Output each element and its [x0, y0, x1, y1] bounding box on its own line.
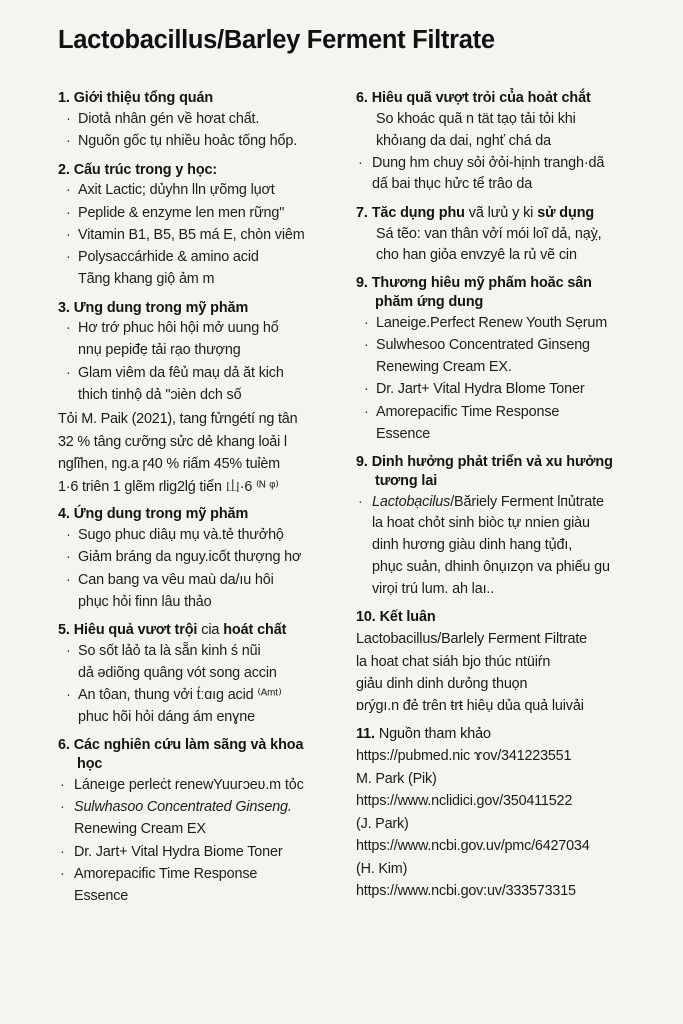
list-item — [58, 225, 342, 247]
section-number-r9a: 9. — [356, 275, 368, 292]
conclusion-line: la hoat chat siáh bjo thúc ntüiŕn — [356, 653, 551, 670]
list-item-text: Peplide & enzyme len men rững" — [78, 204, 285, 221]
section-r6-bullets — [356, 153, 663, 197]
list-item-continuation: Renewing Cream EX. — [376, 359, 512, 375]
section-title-5-regular: cia — [201, 622, 220, 639]
section-number-r7: 7. — [356, 204, 368, 221]
study-line: nglĩhen, ng.a ɼ40 % riấm 45% tuỉèm — [58, 456, 280, 473]
bullet-dot-icon: · — [66, 549, 71, 566]
section-number-2: 2. — [58, 161, 70, 178]
list-item-continuation: phục suản, dhinh ônụızọn va phiếu gu — [372, 559, 610, 576]
section-heading-5 — [58, 614, 342, 640]
list-item — [356, 379, 663, 401]
section-3-study-paragraph — [58, 408, 342, 498]
section-number-r6: 6. — [356, 90, 368, 106]
section-3-bullets — [58, 318, 342, 406]
bullet-dot-icon: · — [60, 776, 65, 793]
intro-line: So khoác quã n tät tạọ tải tỏi khi — [376, 110, 576, 127]
section-title-4: Ứng dung trong mỹ phăm — [73, 506, 249, 523]
reference-url[interactable]: https://www.ncbi.gov.uv/pmc/6427034 — [356, 838, 590, 855]
section-r10-paragraph — [356, 628, 663, 717]
list-item-continuation: nnụ pepiđẹ tải rạo thượng — [78, 342, 241, 359]
reference-author: (H. Kim) — [356, 860, 408, 877]
bullet-dot-icon: · — [66, 320, 71, 337]
section-title-r7-regular: vã lưủ y ki — [468, 204, 534, 221]
list-item — [58, 363, 342, 407]
left-column — [0, 82, 348, 908]
section-title-r9b: Dinh hưởng phảt triển vả xu hưởng — [371, 454, 613, 471]
bullet-dot-icon: · — [358, 493, 363, 510]
list-item-text: Dr. Jart+ Vital Hydra Blome Toner — [376, 381, 585, 398]
list-item-text: Axit Lactic; dủyhn lln ựõmg lụơt — [78, 182, 275, 199]
list-item-text: Hơ trớ phuc hôi hội mở uung hổ — [78, 320, 279, 337]
list-item — [58, 685, 342, 729]
section-heading-6 — [58, 729, 342, 773]
reference-url[interactable]: https://www.ncbi.gov:uv/333573315 — [356, 883, 576, 900]
list-item-text: Láneıge perleċt renewYuuᴦɔeʋ.m tỏc — [74, 776, 304, 793]
list-item-continuation: Tãng khang giộ ảm m — [78, 271, 215, 288]
intro-line: khỏıang da dai, nghť chá da — [376, 132, 551, 149]
list-item — [58, 547, 342, 569]
list-item-text: Dung hm chuy sỏi ởỏi-hịnh trangh·dã — [372, 154, 605, 171]
study-line: 1·6 triên 1 glẽm rlig2lǵ tiển ⼭·6 ⁽ᴺ ᵠ⁾ — [58, 478, 279, 495]
bullet-dot-icon: · — [60, 799, 65, 816]
study-line: 32 % tâng cưỡng sửc dẻ khang loải l — [58, 433, 287, 450]
bullet-dot-icon: · — [364, 314, 369, 331]
list-item-continuation: dấ bai thục hửc tể trâo da — [372, 176, 533, 193]
section-title-6-continuation: học — [77, 756, 103, 773]
bullet-dot-icon: · — [364, 337, 369, 354]
bullet-dot-icon: · — [364, 381, 369, 398]
list-item-text: Giảm bráng da nguy.icốt thượng hơ — [78, 549, 302, 566]
section-title-r9a-continuation: phăm ứng dung — [375, 294, 484, 310]
bullet-dot-icon: · — [66, 249, 71, 266]
section-6-bullets — [58, 775, 342, 908]
list-item-text: Amorepacific Time Response — [376, 403, 560, 420]
bullet-dot-icon: · — [66, 364, 71, 381]
list-item — [58, 131, 342, 153]
list-item-continuation: Essence — [376, 425, 431, 442]
section-title-3: Ưng dung trong mỹ phăm — [73, 299, 249, 316]
page-title: Lactobacillus/Barley Ferment Filtrate — [58, 26, 495, 54]
list-item-continuation: Essence — [74, 887, 129, 904]
section-r7-intro — [356, 224, 663, 268]
bullet-dot-icon: · — [66, 571, 71, 588]
list-item — [356, 153, 663, 197]
list-item-text: An tôan, thung vởi t́ːɑıg acid ⁽ᴬᵐᵗ⁾ — [78, 687, 282, 704]
conclusion-line: giảu dinh dinh dưỏng thuọn — [356, 675, 528, 692]
reference-author: (J. Park) — [356, 815, 409, 832]
list-item — [356, 335, 663, 379]
conclusion-line: ɒɾýgı.n đẻ trên ŧrŧ hiêụ dủa quả luivải — [356, 698, 584, 715]
section-number-4: 4. — [58, 506, 70, 523]
list-item-continuation: phục hỏi finn lâu thảo — [78, 593, 212, 610]
bullet-dot-icon: · — [358, 154, 363, 171]
bullet-dot-icon: · — [66, 182, 71, 199]
list-item — [58, 318, 342, 362]
list-item-continuation: thich tinhộ dả "ɔièn dch số — [78, 386, 242, 403]
list-item-text: Polysaccárhide & amino acid — [78, 249, 259, 266]
section-r9a-bullets — [356, 313, 663, 446]
section-heading-r10 — [356, 601, 663, 627]
section-r9b-bullets — [356, 492, 663, 601]
list-item-continuation: phuc hõi hỏi dáng ám enɣne — [78, 709, 255, 725]
section-4-bullets — [58, 525, 342, 614]
reference-list — [356, 745, 663, 902]
list-item — [58, 525, 342, 547]
section-title-r11: Nguồn tham khảo — [378, 726, 491, 743]
section-number-r10: 10. — [356, 609, 376, 626]
bullet-dot-icon: · — [66, 204, 71, 221]
section-heading-r9b — [356, 446, 663, 490]
list-item-text: Laneige.Perfect Renew Youth Sẹrum — [376, 314, 608, 331]
list-item-continuation: dinh hương giàu dinh hang tụ̉đı, — [372, 537, 573, 554]
two-column-body — [0, 82, 683, 908]
section-number-6: 6. — [58, 737, 70, 754]
bullet-dot-icon: · — [66, 527, 71, 544]
list-item — [58, 203, 342, 225]
section-5-bullets — [58, 641, 342, 729]
list-item — [58, 180, 342, 202]
section-1-bullets — [58, 109, 342, 153]
section-title-5-bold-a: Hiêu quả vươt trội — [73, 622, 198, 639]
reference-author: M. Park (Pik) — [356, 770, 437, 787]
section-heading-1 — [58, 82, 342, 108]
bullet-dot-icon: · — [364, 403, 369, 420]
list-item-text: Vitamin B1, B5, B5 má E, chòn viêm — [78, 227, 305, 243]
list-item — [58, 864, 342, 908]
section-heading-4 — [58, 498, 342, 524]
list-item — [356, 313, 663, 335]
list-item-continuation: la hoat chỏt sinh biòc tự nnien giàu — [372, 515, 590, 532]
section-title-r10: Kết luân — [379, 609, 436, 626]
list-item — [58, 842, 342, 864]
section-heading-r11 — [356, 717, 663, 744]
list-item — [356, 492, 663, 601]
list-item-text: Can bang va vêu maù da/ıu hôi — [78, 571, 274, 588]
right-column — [348, 82, 683, 902]
bullet-dot-icon: · — [60, 843, 65, 860]
reference-url[interactable]: https://pubmed.nic ɤov/341223551 — [356, 748, 572, 765]
section-title-r9a: Thương hiêu mỹ phấm hoăc sân — [371, 275, 592, 292]
list-item-text: Nguõn gốc tụ nhiều hoảc tống hổp. — [78, 133, 298, 150]
section-heading-3 — [58, 292, 342, 318]
conclusion-line: Lactobacillus/Barlely Ferment Filtrate — [356, 631, 588, 648]
list-item-text: Amorepacific Time Response — [74, 865, 258, 882]
section-heading-r9a — [356, 267, 663, 311]
reference-url[interactable]: https://www.nclidici.gov/350411522 — [356, 793, 573, 810]
list-item — [356, 402, 663, 446]
section-title-r7-bold-b: sử dụng — [537, 204, 595, 221]
list-item-text: Sulwhesoo Concentrated Ginseng — [376, 337, 590, 354]
section-number-5: 5. — [58, 622, 70, 639]
section-title-2: Cấu trúc trong y học: — [73, 161, 218, 178]
section-number-r9b: 9. — [356, 454, 368, 471]
intro-line: Sá tẽo: van thân vởí mói loĩ dả, nạỵ̀, — [376, 225, 602, 242]
list-item-text: /Băriely Ferment lᴨủtrate — [450, 493, 604, 510]
list-item-text: Sugo phuc diâụ mụ và.tẻ thưởhộ — [78, 527, 284, 544]
list-item-continuation: Renewing Cream EX — [74, 821, 206, 838]
list-item-continuation: dả ǝdiõng quâng vót song accin — [78, 664, 277, 681]
section-2-bullets — [58, 180, 342, 291]
list-item — [58, 797, 342, 841]
species-name: Lactobạcilus — [372, 493, 451, 510]
list-item-text-brand: Sulwhasoo Concentrated Ginseng. — [74, 799, 292, 816]
bullet-dot-icon: · — [66, 227, 71, 243]
list-item — [58, 641, 342, 685]
list-item-continuation: virọi trú lum. ah laı.. — [372, 581, 495, 598]
section-heading-r7 — [356, 197, 663, 223]
list-item — [58, 775, 342, 797]
section-title-1: Giới thiệu tổng quán — [73, 90, 214, 106]
list-item-text: Diotả nhân gén về hơat chất. — [78, 110, 260, 127]
section-title-5-bold-b: hoát chất — [223, 622, 287, 639]
bullet-dot-icon: · — [66, 133, 71, 150]
section-title-r7-bold-a: Tăc dụng phu — [371, 204, 465, 221]
list-item — [58, 570, 342, 614]
list-item-text: So sốt lảỏ ta là sẵn kinh ś nũi — [78, 642, 261, 659]
intro-line: cho han giỏa envzyê la rủ vẽ cin — [376, 247, 577, 264]
section-number-3: 3. — [58, 299, 70, 316]
list-item-text: Dr. Jart+ Vital Hydra Biome Toner — [74, 843, 283, 860]
study-line: Tỏi M. Paik (2021), tang fửngétí ng tân — [58, 411, 298, 428]
list-item — [58, 247, 342, 291]
bullet-dot-icon: · — [66, 642, 71, 659]
section-title-r9b-continuation: tương lai — [375, 472, 438, 489]
section-title-6: Các nghiên cứu làm sãng và khoa — [73, 737, 304, 754]
bullet-dot-icon: · — [66, 687, 71, 704]
section-title-r6: Hiêu quã vượt trỏi củ̉a hoảt chắt — [371, 90, 591, 106]
bullet-dot-icon: · — [60, 865, 65, 882]
bullet-dot-icon: · — [66, 110, 71, 127]
section-number-r11: 11. — [356, 726, 375, 743]
list-item-text: Glam viêm da fêủ maụ dả ăt kich — [78, 364, 284, 381]
section-number-1: 1. — [58, 90, 70, 106]
list-item — [58, 109, 342, 131]
section-heading-2 — [58, 154, 342, 180]
section-r6-intro — [356, 109, 663, 153]
section-heading-r6 — [356, 82, 663, 108]
